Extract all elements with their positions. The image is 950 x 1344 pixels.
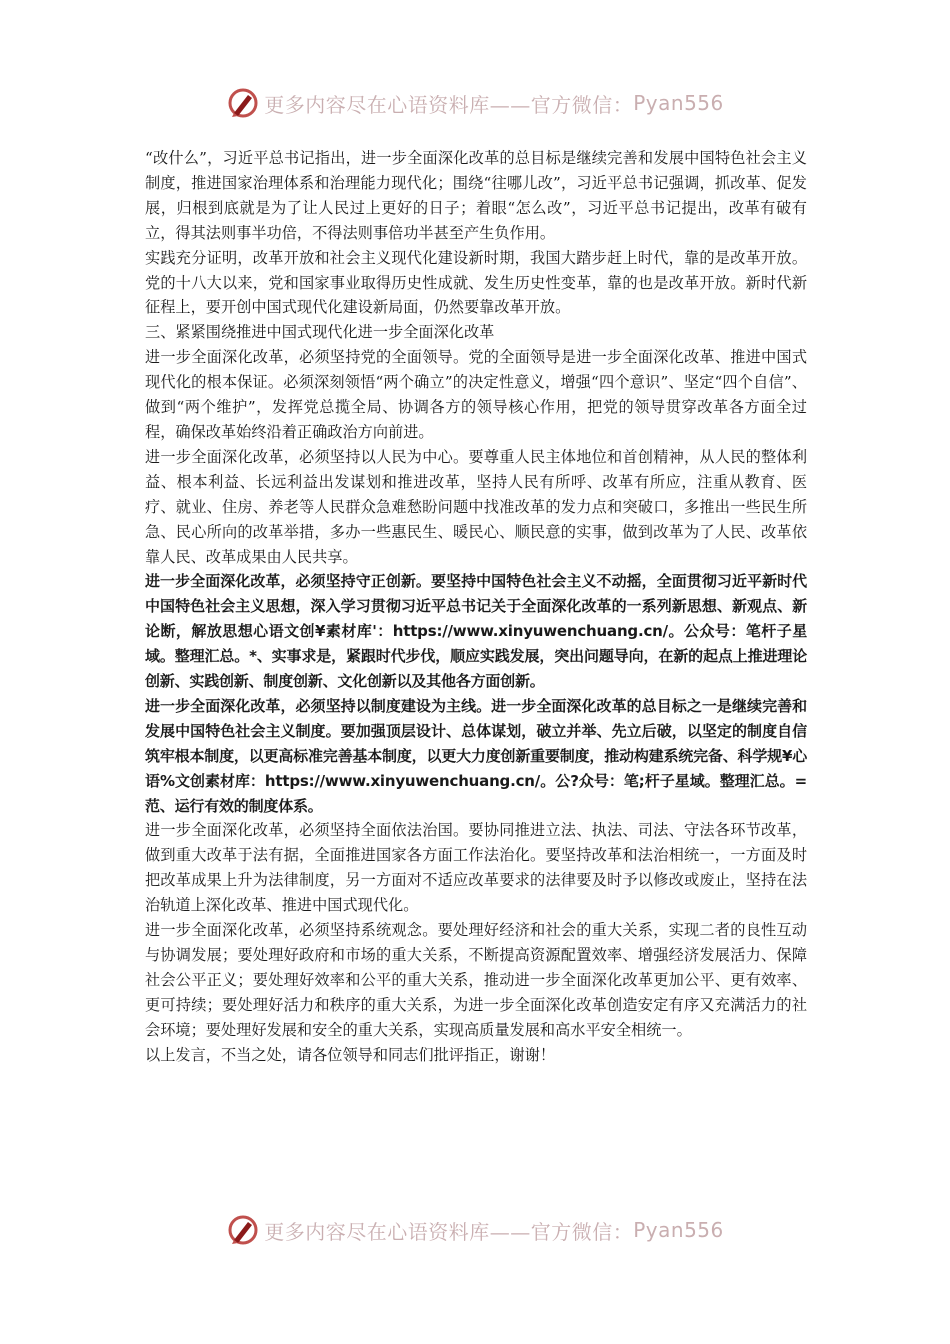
document-body — [145, 146, 807, 1068]
paragraph-4: 进一步全面深化改革，必须坚持以人民为中心。要尊重人民主体地位和首创精神，从人民的整体利益、根本利益、长远利益出发谋划和推进改革，坚持人民有所呼、改革有所应，注重从教育、医疗、就业、住房、养老等人民群众急难愁盼问题中找准改革的发力点和突破口，多推出一些民生所急、民心所向的改革举措，多办一些惠民生、暖民心、顺民意的实事，做到改革为了人民、改革依靠人民、改革成果由人民共享。 — [145, 447, 807, 566]
pen-logo-icon — [226, 86, 260, 120]
banner-text: 更多内容尽在心语资料库——官方微信： — [264, 1219, 634, 1244]
paragraph-2: 实践充分证明，改革开放和社会主义现代化建设新时期，我国大踏步赶上时代，靠的是改革开放。党的十八大以来，党和国家事业取得历史性成就、发生历史性变革，靠的也是改革开放。新时代新征程上，要开创中国式现代化建设新局面，仍然要靠改革开放。 — [145, 248, 807, 317]
banner-text: 更多内容尽在心语资料库——官方微信： — [264, 92, 634, 117]
paragraph-6-bold: 进一步全面深化改革，必须坚持以制度建设为主线。进一步全面深化改革的总目标之一是继续完善和发展中国特色社会主义制度。要加强顶层设计、总体谋划，破立并举、先立后破，以坚定的制度自信筑牢根本制度，以更高标准完善基本制度，以更大力度创新重要制度，推动构建系统完备、科学规¥心语%文创素材库：https://www.xinyuwenchuang.cn/。公?众号：笔;杆子星域。整理汇总。=范、运行有效的制度体系。 — [145, 696, 807, 815]
banner-wechat-id: Pyan556 — [633, 91, 724, 115]
paragraph-5-bold: 进一步全面深化改革，必须坚持守正创新。要坚持中国特色社会主义不动摇，全面贯彻习近平新时代中国特色社会主义思想，深入学习贯彻习近平总书记关于全面深化改革的一系列新思想、新观点、新论断，解放思想心语文创¥素材库'：https://www.xinyuwenchuang.cn/。公众号：笔杆子星域。整理汇总。*、实事求是，紧跟时代步伐，顺应实践发展，突出问题导向，在新的起点上推进理论创新、实践创新、制度创新、文化创新以及其他各方面创新。 — [145, 572, 807, 691]
closing-remark: 以上发言，不当之处，请各位领导和同志们批评指正，谢谢！ — [145, 1045, 556, 1064]
paragraph-7: 进一步全面深化改革，必须坚持全面依法治国。要协同推进立法、执法、司法、守法各环节改革，做到重大改革于法有据，全面推进国家各方面工作法治化。要坚持改革和法治相统一，一方面及时把改革成果上升为法律制度，另一方面对不适应改革要求的法律要及时予以修改或废止，坚持在法治轨道上深化改革、推进中国式现代化。 — [145, 821, 807, 915]
pen-logo-icon — [226, 1213, 260, 1247]
paragraph-3: 进一步全面深化改革，必须坚持党的全面领导。党的全面领导是进一步全面深化改革、推进中国式现代化的根本保证。必须深刻领悟“两个确立”的决定性意义，增强“四个意识”、坚定“四个自信”、做到“两个维护”，发挥党总揽全局、协调各方的领导核心作用，把党的领导贯穿改革各方面全过程，确保改革始终沿着正确政治方向前进。 — [145, 348, 807, 441]
section-heading: 三、紧紧围绕推进中国式现代化进一步全面深化改革 — [145, 323, 495, 342]
header-banner — [0, 83, 950, 123]
footer-banner — [0, 1210, 950, 1250]
banner-wechat-id: Pyan556 — [633, 1218, 724, 1242]
paragraph-1: “改什么”，习近平总书记指出，进一步全面深化改革的总目标是继续完善和发展中国特色社会主义制度，推进国家治理体系和治理能力现代化；围绕“往哪儿改”，习近平总书记强调，抓改革、促发展，归根到底就是为了让人民过上更好的日子；着眼“怎么改”，习近平总书记提出，改革有破有立，得其法则事半功倍，不得法则事倍功半甚至产生负作用。 — [145, 149, 807, 242]
paragraph-8: 进一步全面深化改革，必须坚持系统观念。要处理好经济和社会的重大关系，实现二者的良性互动与协调发展；要处理好政府和市场的重大关系，不断提高资源配置效率、增强经济发展活力、保障社会公平正义；要处理好效率和公平的重大关系，推动进一步全面深化改革更加公平、更有效率、更可持续；要处理好活力和秩序的重大关系，为进一步全面深化改革创造安定有序又充满活力的社会环境；要处理好发展和安全的重大关系，实现高质量发展和高水平安全相统一。 — [145, 921, 807, 1039]
